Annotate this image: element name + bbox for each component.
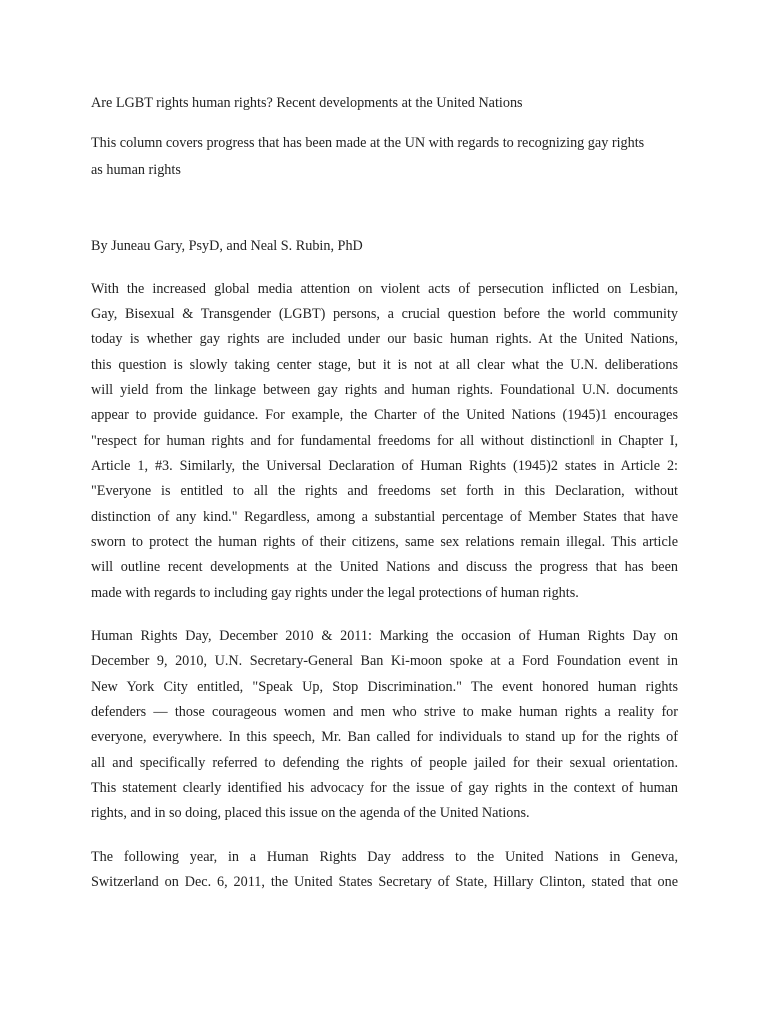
subtitle-line: as human rights: [91, 162, 181, 178]
paragraph-line: this question is slowly taking center stage, but it is not at all clear what the U.N. deliberations: [91, 357, 678, 373]
paragraph-line: Gay, Bisexual & Transgender (LGBT) persons, a crucial question before the world community: [91, 306, 678, 322]
paragraph-line: everyone, everywhere. In this speech, Mr. Ban called for individuals to stand up for the rights of: [91, 729, 678, 745]
paragraph-line: This statement clearly identified his advocacy for the issue of gay rights in the context of human: [91, 780, 678, 796]
article-title: Are LGBT rights human rights? Recent developments at the United Nations: [91, 95, 523, 111]
paragraph-line: defenders — those courageous women and men who strive to make human rights a reality for: [91, 704, 678, 720]
paragraph-line: Human Rights Day, December 2010 & 2011: Marking the occasion of Human Rights Day on: [91, 628, 678, 644]
paragraph-line: appear to provide guidance. For example, the Charter of the United Nations (1945)1 encourages: [91, 407, 678, 423]
paragraph-line: today is whether gay rights are included under our basic human rights. At the United Nations,: [91, 331, 678, 347]
paragraph-line: New York City entitled, "Speak Up, Stop Discrimination." The event honored human rights: [91, 679, 678, 695]
paragraph-line: will outline recent developments at the United Nations and discuss the progress that has been: [91, 559, 678, 575]
paragraph-line: With the increased global media attention on violent acts of persecution inflicted on Lesbian,: [91, 281, 678, 297]
paragraph-line: all and specifically referred to defending the rights of people jailed for their sexual orientation.: [91, 755, 678, 771]
subtitle-line: This column covers progress that has been made at the UN with regards to recognizing gay rights: [91, 135, 645, 151]
paragraph-line: distinction of any kind." Regardless, among a substantial percentage of Member States that have: [91, 509, 678, 525]
paragraph-line: Article 1, #3. Similarly, the Universal Declaration of Human Rights (1945)2 states in Article 2:: [91, 458, 678, 474]
paragraph-line: "Everyone is entitled to all the rights and freedoms set forth in this Declaration, without: [91, 483, 678, 499]
paragraph-line: will yield from the linkage between gay rights and human rights. Foundational U.N. documents: [91, 382, 678, 398]
byline: By Juneau Gary, PsyD, and Neal S. Rubin, PhD: [91, 238, 363, 254]
paragraph-line: Switzerland on Dec. 6, 2011, the United States Secretary of State, Hillary Clinton, stated that one: [91, 874, 678, 890]
paragraph-line: made with regards to including gay rights under the legal protections of human rights.: [91, 585, 579, 601]
paragraph-line: rights, and in so doing, placed this issue on the agenda of the United Nations.: [91, 805, 530, 821]
paragraph-line: The following year, in a Human Rights Day address to the United Nations in Geneva,: [91, 849, 678, 865]
paragraph-line: sworn to protect the human rights of their citizens, same sex relations remain illegal. This article: [91, 534, 678, 550]
paragraph-line: December 9, 2010, U.N. Secretary-General Ban Ki-moon spoke at a Ford Foundation event in: [91, 653, 678, 669]
paragraph-line: "respect for human rights and for fundamental freedoms for all without distinction‖ in Chapter I,: [91, 433, 678, 449]
